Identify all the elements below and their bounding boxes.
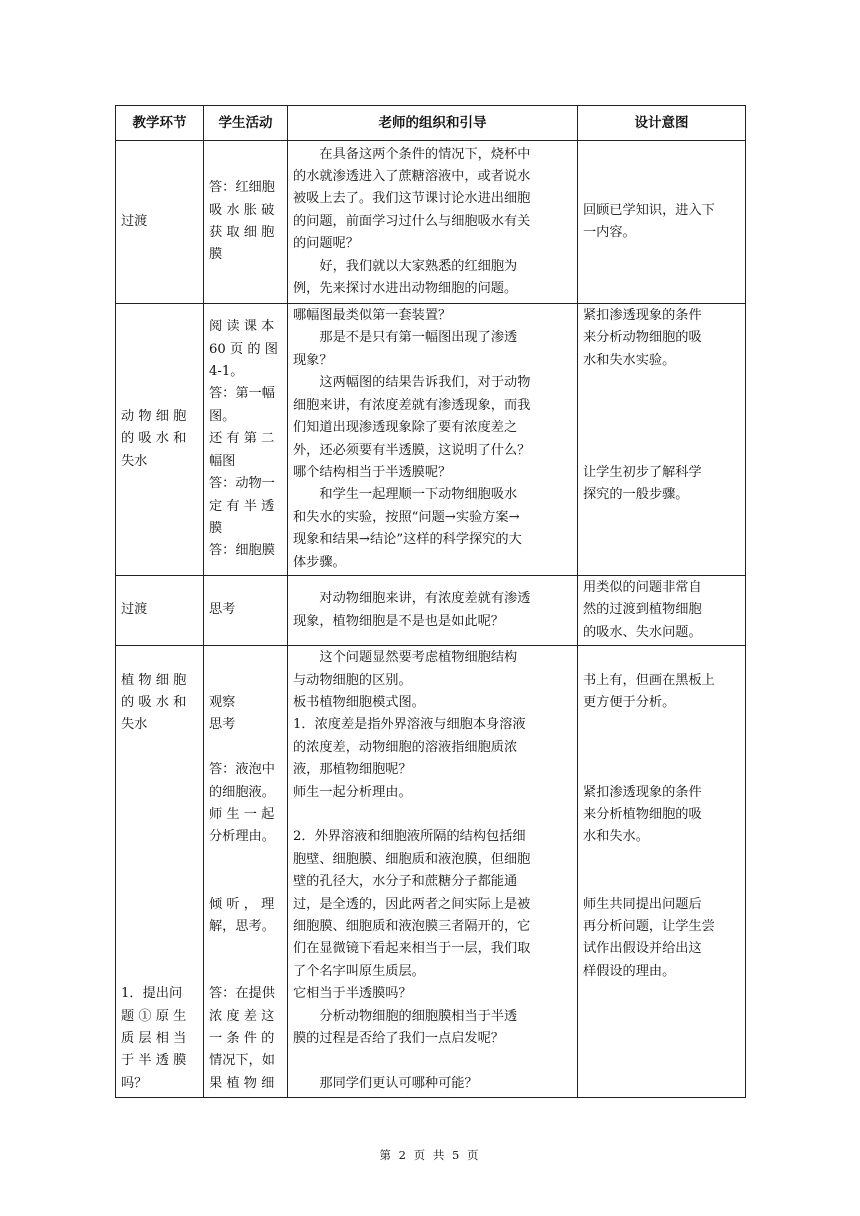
stage-cell: 过渡 (116, 141, 204, 304)
student-cell: 阅 读 课 本 60 页 的 图 4-1。 答：第一幅 图。 还 有 第 二 幅图 答：动物一 定 有 半 透 膜 答：细胞膜 (204, 304, 288, 576)
lesson-plan-table (115, 105, 746, 1098)
stage-cell: 动 物 细 胞 的 吸 水 和 失水 (116, 304, 204, 576)
table-row (116, 576, 746, 646)
table-row (116, 304, 746, 576)
table-header-row (116, 106, 746, 141)
table-row (116, 646, 746, 1098)
teacher-cell: 哪幅图最类似第一套装置？ 那是不是只有第一幅图出现了渗透 现象？ 这两幅图的结果告诉我们，对于动物 细胞来讲，有浓度差就有渗透现象，而我 们知道出现渗透现象除了要有浓度差之 外，还必须要有半透膜，这说明了什么？ 哪个结构相当于半透膜呢？ 和学生一起理顺一下动物细胞吸水 和失水的实验，按照“问题→实验方案→ 现象和结果→结论”这样的科学探究的大 体步骤。 (288, 304, 578, 576)
header-student-activity: 学生活动 (204, 106, 288, 141)
header-teacher-guidance: 老师的组织和引导 (288, 106, 578, 141)
intent-cell: 用类似的问题非常自 然的过渡到植物细胞 的吸水、失水问题。 (578, 576, 746, 646)
teacher-cell: 在具备这两个条件的情况下，烧杯中 的水就渗透进入了蔗糖溶液中，或者说水 被吸上去了。我们这节课讨论水进出细胞 的问题，前面学习过什么与细胞吸水有关 的问题呢？ 好，我们就以大家熟悉的红细胞为 例，先来探讨水进出动物细胞的问题。 (288, 141, 578, 304)
intent-cell: 紧扣渗透现象的条件 来分析动物细胞的吸 水和失水实验。 让学生初步了解科学 探究的一般步骤。 (578, 304, 746, 576)
teacher-cell: 这个问题显然要考虑植物细胞结构 与动物细胞的区别。 板书植物细胞模式图。 1．浓度差是指外界溶液与细胞本身溶液 的浓度差，动物细胞的溶液指细胞质浓 液，那植物细胞呢？ 师生一起分析理由。 2．外界溶液和细胞液所隔的结构包括细 胞壁、细胞膜、细胞质和液泡膜，但细胞 壁的孔径大，水分子和蔗糖分子都能通 过，是全透的，因此两者之间实际上是被 细胞膜、细胞质和液泡膜三者隔开的，它 们在显微镜下看起来相当于一层，我们取 了个名字叫原生质层。 它相当于半透膜吗？ 分析动物细胞的细胞膜相当于半透 膜的过程是否给了我们一点启发呢？ 那同学们更认可哪种可能？ (288, 646, 578, 1098)
intent-cell: 书上有，但画在黑板上 更方便于分析。 紧扣渗透现象的条件 来分析植物细胞的吸 水和失水。 师生共同提出问题后 再分析问题，让学生尝 试作出假设并给出这 样假设的理由。 (578, 646, 746, 1098)
student-cell: 思考 (204, 576, 288, 646)
page-footer: 第 2 页 共 5 页 (379, 1148, 481, 1162)
header-stage: 教学环节 (116, 106, 204, 141)
intent-cell: 回顾已学知识，进入下 一内容。 (578, 141, 746, 304)
teacher-cell: 对动物细胞来讲，有浓度差就有渗透 现象，植物细胞是不是也是如此呢？ (288, 576, 578, 646)
student-cell: 答：红细胞 吸 水 胀 破 获 取 细 胞 膜 (204, 141, 288, 304)
student-cell: 观察 思考 答：液泡中 的细胞液。 师 生 一 起 分析理由。 倾 听 ， 理 解，思考。 答：在提供 浓 度 差 这 一 条 件 的 情况下，如 果 植 物 细 (204, 646, 288, 1098)
header-design-intent: 设计意图 (578, 106, 746, 141)
table-row (116, 141, 746, 304)
stage-cell: 植 物 细 胞 的 吸 水 和 失水 1．提出问 题 ① 原 生 质 层 相 当 于 半 透 膜 吗？ (116, 646, 204, 1098)
stage-cell: 过渡 (116, 576, 204, 646)
